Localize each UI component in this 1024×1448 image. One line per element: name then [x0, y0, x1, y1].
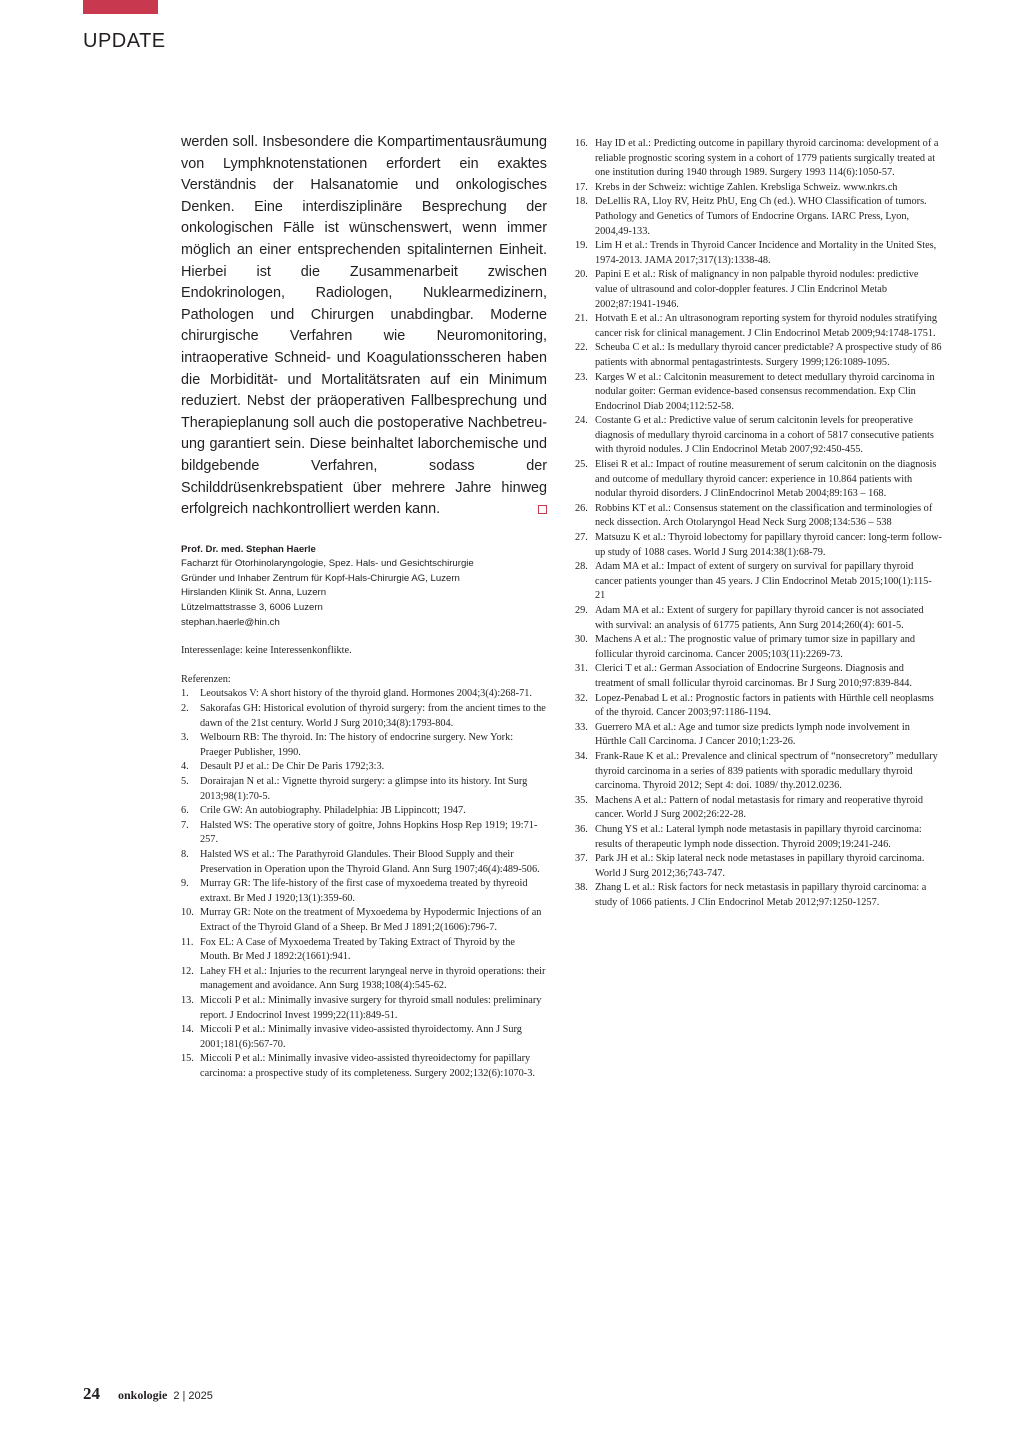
reference-text: Matsuzu K et al.: Thyroid lobectomy for papillary thyroid cancer: long-term follow-up study of 1088 cases. World J Surg 2014:38(1):68-79.: [595, 532, 942, 558]
reference-number: 35.: [575, 794, 588, 806]
reference-item: [575, 371, 942, 415]
reference-text: Miccoli P et al.: Minimally invasive surgery for thyroid small nodules: preliminary report. J Endocrinol Invest 1999;22(11):849-51.: [200, 994, 542, 1021]
reference-text: Papini E et al.: Risk of malignancy in non palpable thyroid nodules: predictive value of ultrasound and color-doppler features. J Clin Endcrinol Metab 2002;87:1941-1946.: [595, 269, 919, 310]
reference-number: 4.: [181, 761, 189, 773]
reference-text: Hotvath E et al.: An ultrasonogram reporting system for thyroid nodules stratifying cancer risk for clinical management. J Clin Endocrinol Metab 2009;94:1748-1751.: [595, 313, 938, 339]
reference-item: [181, 819, 547, 848]
author-email[interactable]: stephan.haerle@hin.ch: [181, 616, 280, 628]
reference-item: [181, 687, 547, 702]
reference-item: [575, 195, 942, 239]
reference-text: Desault PJ et al.: De Chir De Paris 1792;3:3.: [200, 761, 385, 773]
reference-text: Miccoli P et al.: Minimally invasive video-assisted thyreoidectomy for papillary carcinoma: a prospective study of its completeness. Surgery 2002;132(6):1070-3.: [200, 1053, 535, 1079]
section-label: UPDATE: [83, 30, 166, 52]
reference-item: [575, 268, 942, 312]
reference-text: Dorairajan N et al.: Vignette thyroid surgery: a glimpse into its history. Int Surg 2013;98(1):70-5.: [200, 776, 528, 802]
conflict-of-interest: Interessenlage: keine Interessenkonflikte.: [181, 645, 352, 657]
reference-number: 16.: [575, 138, 588, 149]
reference-item: [181, 775, 547, 804]
reference-item: [575, 852, 942, 881]
reference-number: 2.: [181, 703, 189, 715]
reference-number: 10.: [181, 907, 194, 919]
reference-number: 24.: [575, 415, 588, 427]
reference-number: 13.: [181, 994, 194, 1006]
references-heading: Referenzen:: [181, 673, 231, 685]
author-block: [181, 543, 547, 631]
reference-item: [575, 531, 942, 560]
reference-text: Costante G et al.: Predictive value of serum calcitonin levels for preoperative diagnosis of medullary thyroid carcinoma in a cohort of 5817 consecutive patients with thyroid nodules. J Clin Endocrinol Metab 2007;92:450-455.: [595, 415, 934, 456]
reference-number: 20.: [575, 269, 588, 281]
reference-text: Fox EL: A Case of Myxoedema Treated by Taking Extract of Thyroid by the Mouth. Br Med J 1892:2(1661):941.: [200, 936, 515, 963]
reference-text: Frank-Raue K et al.: Prevalence and clinical spectrum of “nonsecretory” medullary thyroid carcinoma in a series of 839 patients with sporadic medullary thyroid carcinoma. Thyroid 2012; Sept 4: doi. 1089/ thy.2012.0236.: [595, 750, 938, 792]
reference-text: Machens A et al.: Pattern of nodal metastasis for rimary and reoperative thyroid cancer. World J Surg 2002;26:22-28.: [595, 794, 923, 821]
reference-item: [575, 239, 942, 268]
reference-text: Hay ID et al.: Predicting outcome in papillary thyroid carcinoma: development of a reliable prognostic scoring system in a cohort of 1779 patients surgically treated at one institution during 1940 through 1989. Surgery 1993 114(6):1050-57.: [595, 138, 939, 179]
author-name: Prof. Dr. med. Stephan Haerle: [181, 543, 316, 555]
reference-item: [181, 731, 547, 760]
reference-text: Miccoli P et al.: Minimally invasive video-assisted thyroidectomy. Ann J Surg 2001;181(6):567-70.: [200, 1024, 522, 1050]
reference-number: 1.: [181, 688, 189, 700]
reference-number: 21.: [575, 313, 588, 325]
reference-number: 22.: [575, 342, 588, 354]
reference-number: 28.: [575, 561, 588, 573]
reference-number: 33.: [575, 721, 588, 733]
reference-number: 7.: [181, 819, 189, 831]
reference-item: [575, 560, 942, 604]
reference-item: [575, 458, 942, 502]
reference-text: DeLellis RA, Lloy RV, Heitz PhU, Eng Ch (ed.). WHO Classification of tumors. Pathology and Genetics of Tumors of Endocrine Organs. IARC Press, Lyon, 2004,49-133.: [595, 196, 927, 237]
reference-number: 6.: [181, 805, 189, 817]
reference-number: 12.: [181, 965, 194, 977]
end-of-article-icon: [538, 505, 547, 514]
reference-item: [575, 341, 942, 370]
reference-item: [181, 936, 547, 965]
reference-number: 9.: [181, 878, 189, 890]
reference-item: [575, 137, 942, 181]
page-number: 24: [83, 1384, 100, 1403]
reference-item: [181, 848, 547, 877]
reference-text: Karges W et al.: Calcitonin measurement to detect medullary thyroid carcinoma in nodular goiter: German evidence-based consensus recommendation. Exp Clin Endocrinol Diab 2004;112:52-58.: [595, 371, 935, 412]
reference-item: [575, 692, 942, 721]
article-body: [181, 132, 547, 521]
reference-text: Scheuba C et al.: Is medullary thyroid cancer predictable? A prospective study of 86 patients with abnormal pentagastrintests. Surgery 1999;126:1089-1095.: [595, 342, 942, 368]
reference-text: Clerici T et al.: German Association of Endocrine Surgeons. Diagnosis and treatment of small follicular thyroid carcinomas. Br J Surg 2010;97:839-844.: [595, 663, 912, 689]
reference-number: 34.: [575, 750, 588, 762]
reference-number: 32.: [575, 692, 588, 704]
reference-number: 11.: [181, 936, 194, 948]
header-accent-bar: [83, 0, 158, 14]
reference-text: Halsted WS et al.: The Parathyroid Glandules. Their Blood Supply and their Preservation in Operation upon the Thyroid Gland. Ann Surg 1907;46(4):489-506.: [200, 848, 540, 875]
reference-item: [575, 750, 942, 794]
references-list-left: [181, 687, 547, 1081]
page-footer: [83, 1384, 213, 1404]
reference-item: [575, 881, 942, 910]
reference-number: 23.: [575, 371, 588, 383]
reference-number: 30.: [575, 634, 588, 646]
reference-number: 18.: [575, 196, 588, 208]
reference-text: Machens A et al.: The prognostic value of primary tumor size in papillary and follicular thyroid carcinoma. Cancer 2005;103(11):2269-73.: [595, 634, 916, 660]
reference-text: Chung YS et al.: Lateral lymph node metastasis in papillary thyroid carcinoma: results of therapeutic lymph node dissection. Thyroid 2009;19:241-246.: [595, 823, 922, 850]
reference-text: Guerrero MA et al.: Age and tumor size predicts lymph node involvement in Hürthle Call Carcinoma. J Cancer 2010;1:23-26.: [595, 721, 910, 748]
reference-number: 29.: [575, 605, 588, 616]
reference-item: [575, 721, 942, 750]
reference-number: 14.: [181, 1024, 194, 1036]
reference-item: [181, 965, 547, 994]
reference-text: Murray GR: Note on the treatment of Myxoedema by Hypodermic Injections of an Extract of the Thyroid Gland of a Sheep. Br Med J 1891;2(1606):796-7.: [200, 907, 542, 933]
left-column: [181, 132, 547, 1081]
reference-item: [575, 502, 942, 531]
reference-number: 26.: [575, 502, 588, 514]
reference-item: [575, 181, 942, 196]
reference-number: 31.: [575, 663, 588, 675]
reference-text: Zhang L et al.: Risk factors for neck metastasis in papillary thyroid carcinoma: a study of 1066 patients. J Clin Endocrinol Metab 2012;97:1250-1257.: [595, 882, 927, 908]
reference-item: [575, 604, 942, 633]
author-line-4: Lützelmattstrasse 3, 6006 Luzern: [181, 602, 323, 614]
reference-item: [575, 414, 942, 458]
reference-item: [181, 1052, 547, 1081]
reference-text: Halsted WS: The operative story of goitre, Johns Hopkins Hosp Rep 1919; 19:71-257.: [200, 819, 538, 846]
author-line-2: Gründer und Inhaber Zentrum für Kopf-Hals-Chirurgie AG, Luzern: [181, 572, 460, 584]
reference-text: Leoutsakos V: A short history of the thyroid gland. Hormones 2004;3(4):268-71.: [200, 688, 532, 700]
journal-name: onkologie: [118, 1388, 168, 1402]
reference-item: [181, 702, 547, 731]
reference-number: 27.: [575, 532, 588, 544]
article-body-text: werden soll. Insbesondere die Kompartimentausräumung von Lymphknotenstationen erfordert ein exaktes Verständnis der Halsanatomie und onkologisches Denken. Eine interdisziplinäre Besprechung der onkologischen Fälle ist wünschenswert, wenn immer möglich an einer entsprechenden spitalinternen Einheit. Hierbei ist die Zusammenarbeit zwischen Endokrinologen, Radiologen, Nuklearmedizinern, Pathologen und Chirurgen unabdingbar. Moderne chirurgische Verfahren wie Neuromonitoring, intraoperative Schneid- und Koagulationsscheren haben die Morbidität- und Mortalitätsraten auf ein Minimum reduziert. Nebst der präoperativen Fallbesprechung und Therapieplanung soll auch die postoperative Nachbetreuung garantiert sein. Diese beinhaltet laborchemische und bildgebende Verfahren, sodass der Schilddrüsenkrebspatient über mehrere Jahre hinweg erfolgreich nachkontrolliert werden kann.: [181, 134, 547, 518]
reference-item: [575, 312, 942, 341]
reference-number: 38.: [575, 882, 588, 894]
reference-text: Elisei R et al.: Impact of routine measurement of serum calcitonin on the diagnosis and outcome of medullary thyroid cancer: experience in 10.864 patients with nodular thyroid disorders. J ClinEndocrinol Metab 2004;89:163 – 168.: [595, 459, 937, 500]
reference-text: Lim H et al.: Trends in Thyroid Cancer Incidence and Mortality in the United Stes, 1974-2013. JAMA 2017;317(13):1338-48.: [595, 240, 937, 266]
reference-item: [575, 633, 942, 662]
reference-text: Crile GW: An autobiography. Philadelphia: JB Lippincott; 1947.: [200, 805, 466, 817]
author-line-1: Facharzt für Otorhinolaryngologie, Spez. Hals- und Gesichtschirurgie: [181, 558, 474, 570]
references-list-right: [575, 137, 942, 910]
issue-number: 2 | 2025: [173, 1390, 213, 1402]
author-line-3: Hirslanden Klinik St. Anna, Luzern: [181, 587, 327, 599]
reference-item: [181, 994, 547, 1023]
reference-text: Lopez-Penabad L et al.: Prognostic factors in patients with Hürthle cell neoplasms of the thyroid. Cancer 2003;97:1186-1194.: [595, 692, 934, 719]
reference-number: 25.: [575, 459, 588, 471]
reference-text: Murray GR: The life-history of the first case of myxoedema treated by thyreoid extraxt. Br Med J 1920;13(1):359-60.: [200, 878, 528, 904]
right-column: [575, 137, 942, 910]
reference-item: [181, 877, 547, 906]
reference-item: [181, 1023, 547, 1052]
reference-item: [575, 662, 942, 691]
reference-text: Adam MA et al.: Extent of surgery for papillary thyroid cancer is not associated with survival: an analysis of 61775 patients, Ann Surg 2014;260(4): 601-5.: [595, 605, 924, 631]
reference-number: 3.: [181, 732, 189, 744]
reference-text: Lahey FH et al.: Injuries to the recurrent laryngeal nerve in thyroid operations: their management and avoidance. Ann Surg 1938;108(4):545-62.: [200, 965, 546, 992]
reference-number: 8.: [181, 848, 189, 860]
reference-item: [575, 794, 942, 823]
reference-number: 36.: [575, 823, 588, 835]
reference-text: Krebs in der Schweiz: wichtige Zahlen. Krebsliga Schweiz. www.nkrs.ch: [595, 181, 898, 193]
reference-item: [181, 804, 547, 819]
reference-number: 19.: [575, 240, 588, 252]
reference-text: Park JH et al.: Skip lateral neck node metastases in papillary thyroid carcinoma. World J Surg 2012;36;743-747.: [595, 853, 925, 879]
reference-text: Welbourn RB: The thyroid. In: The history of endocrine surgery. New York: Praeger Publisher, 1990.: [200, 732, 514, 758]
reference-item: [575, 823, 942, 852]
reference-item: [181, 760, 547, 775]
reference-item: [181, 906, 547, 935]
reference-number: 15.: [181, 1053, 194, 1065]
reference-number: 17.: [575, 181, 588, 193]
reference-number: 5.: [181, 776, 189, 787]
reference-number: 37.: [575, 853, 588, 865]
reference-text: Sakorafas GH: Historical evolution of thyroid surgery: from the ancient times to the dawn of the 21st century. World J Surg 2010;34(8):1793-804.: [200, 703, 546, 729]
reference-text: Adam MA et al.: Impact of extent of surgery on survival for papillary thyroid cancer patients younger than 45 years. J Clin Endocrinol Metab 2015;100(1):115-21: [595, 561, 932, 602]
reference-text: Robbins KT et al.: Consensus statement on the classification and terminologies of neck dissection. Arch Otolaryngol Head Neck Surg 2008;134:536 – 538: [595, 502, 933, 529]
